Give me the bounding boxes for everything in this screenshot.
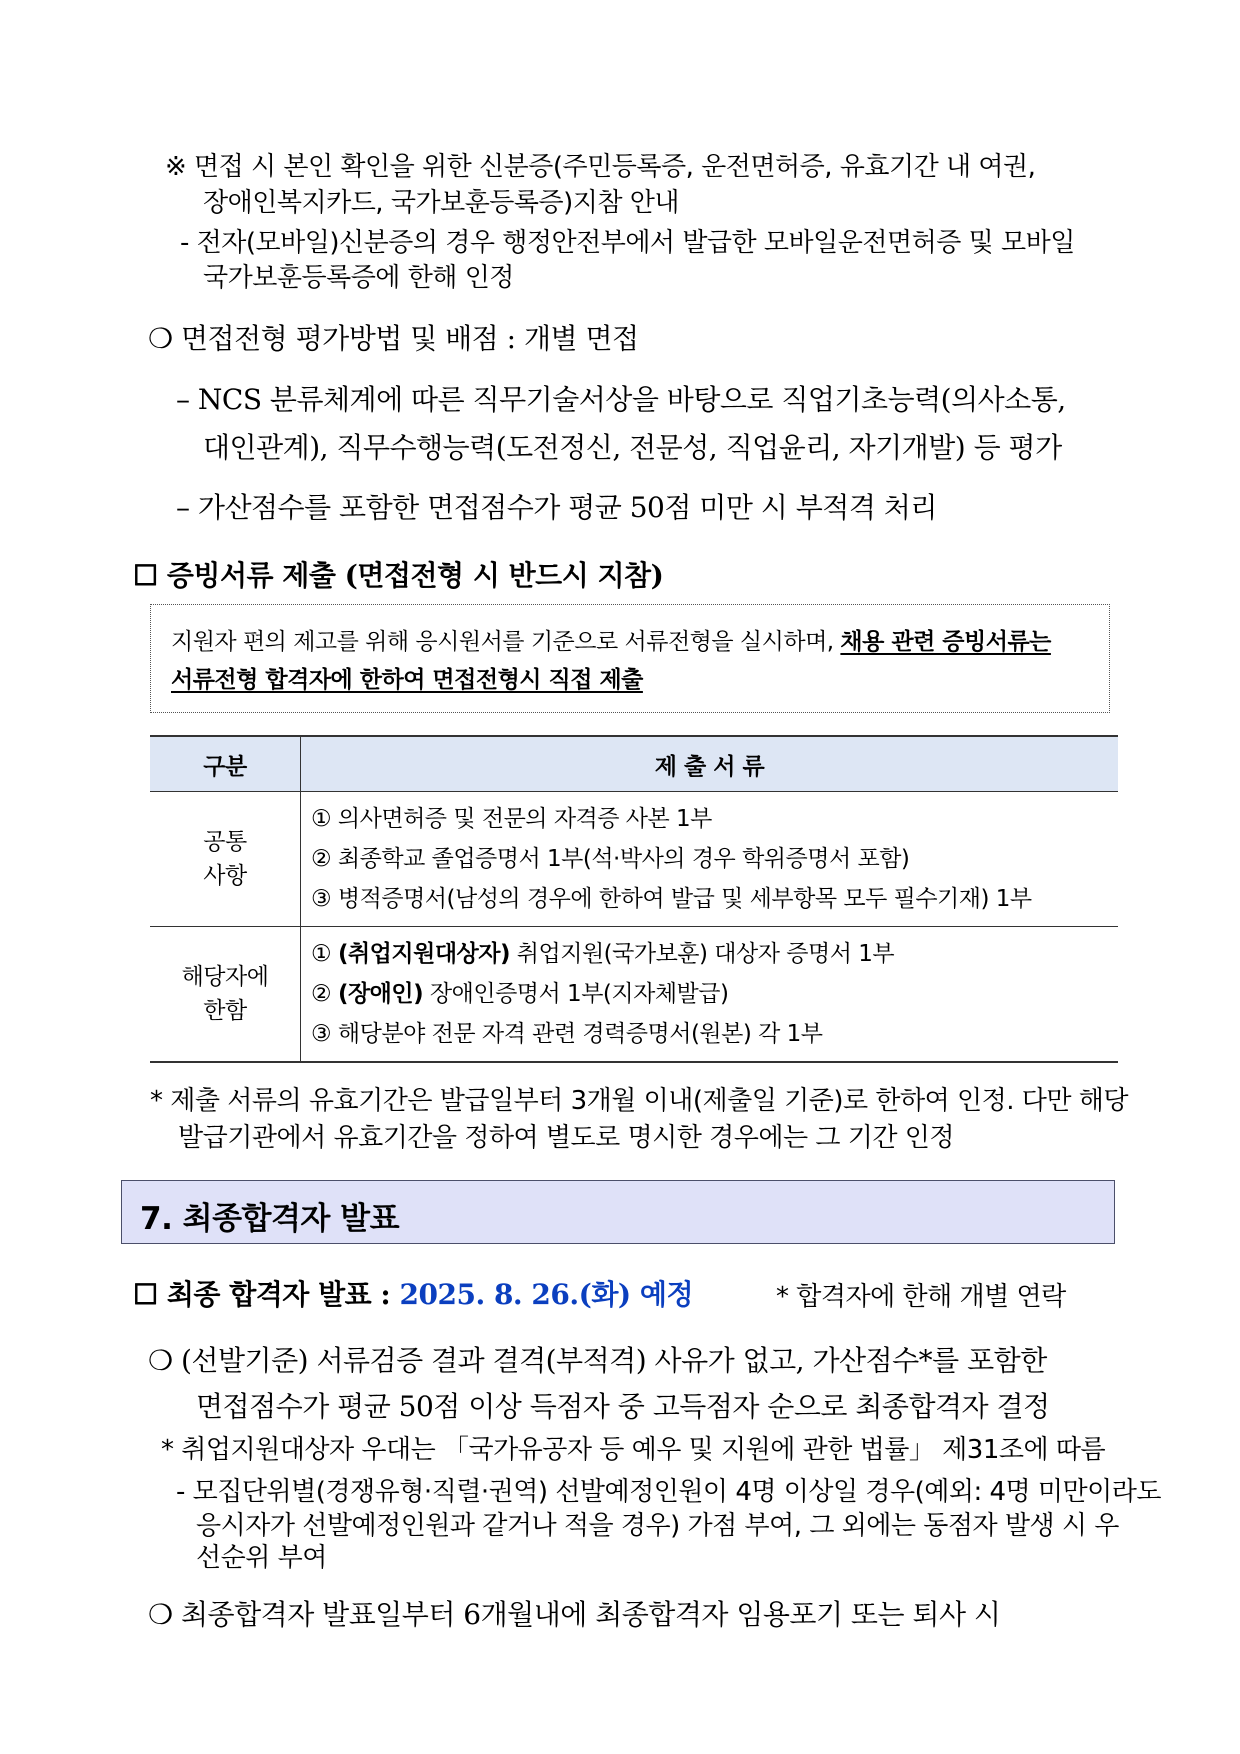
list-item: ① 의사면허증 및 전문의 자격증 사본 1부 [311, 806, 712, 832]
category-common [150, 792, 301, 927]
docs-info-line-1 [171, 623, 1051, 656]
list-item [311, 974, 1117, 1014]
id-notice-line-1: ※ 면접 시 본인 확인을 위한 신분증(주민등록증, 운전면허증, 유효기간 내 여권, [165, 152, 1036, 182]
category-common-l2: 사항 [203, 863, 247, 889]
mobile-id-line-1: - 전자(모바일)신분증의 경우 행정안전부에서 발급한 모바일운전면허증 및 모바일 [180, 228, 1075, 258]
item-number: ① [311, 941, 332, 967]
category-conditional-l2: 한함 [203, 998, 247, 1024]
category-conditional [150, 927, 301, 1063]
list-item: ③ 해당분야 전문 자격 관련 경력증명서(원본) 각 1부 [311, 1021, 823, 1047]
item-text: 취업지원(국가보훈) 대상자 증명서 1부 [510, 941, 895, 967]
table-header-docs: 제 출 서 류 [301, 736, 1119, 792]
common-items [301, 792, 1119, 927]
announce-note: * 합격자에 한해 개별 연락 [776, 1282, 1066, 1312]
unit-line-3: 선순위 부여 [196, 1543, 327, 1573]
table-header-row [150, 736, 1118, 792]
docs-table [150, 735, 1118, 1063]
item-text: 장애인증명서 1부(지자체발급) [423, 981, 729, 1007]
criteria-line-2: 면접점수가 평균 50점 이상 득점자 중 고득점자 순으로 최종합격자 결정 [196, 1390, 1050, 1423]
item-number: ② [311, 981, 332, 1007]
announce-label: ☐ 최종 합격자 발표 : [133, 1278, 400, 1311]
mobile-id-line-2: 국가보훈등록증에 한해 인정 [203, 263, 514, 293]
category-common-l1: 공통 [203, 829, 247, 855]
docs-info-bold-1: 채용 관련 증빙서류는 [840, 629, 1051, 655]
table-row [150, 792, 1118, 927]
docs-info-plain: 지원자 편의 제고를 위해 응시원서를 기준으로 서류전형을 실시하며, [171, 629, 841, 655]
docs-info-bold-2: 서류전형 합격자에 한하여 면접전형시 직접 제출 [171, 667, 643, 693]
unit-line-2: 응시자가 선발예정인원과 같거나 적을 경우) 가점 부여, 그 외에는 동점자 발생 시 우 [196, 1511, 1119, 1541]
interview-detail-1a: – NCS 분류체계에 따른 직무기술서상을 바탕으로 직업기초능력(의사소통, [176, 383, 1066, 416]
table-row [150, 927, 1118, 1063]
conditional-items [301, 927, 1119, 1063]
table-header-category: 구분 [150, 736, 301, 792]
item-bold: (장애인) [337, 981, 424, 1007]
interview-detail-1b: 대인관계), 직무수행능력(도전정신, 전문성, 직업윤리, 자기개발) 등 평가 [203, 431, 1062, 464]
last-line: ❍ 최종합격자 발표일부터 6개월내에 최종합격자 임용포기 또는 퇴사 시 [148, 1598, 1001, 1631]
final-announce [133, 1273, 693, 1313]
item-bold: (취업지원대상자) [337, 941, 510, 967]
interview-heading: ❍ 면접전형 평가방법 및 배점 : 개별 면접 [148, 322, 639, 355]
preference-note: * 취업지원대상자 우대는 「국가유공자 등 예우 및 지원에 관한 법률」 제31조에 따름 [161, 1435, 1106, 1465]
category-conditional-l1: 해당자에 [181, 964, 269, 990]
docs-info-box [150, 604, 1110, 713]
validity-note-1: * 제출 서류의 유효기간은 발급일부터 3개월 이내(제출일 기준)로 한하여 인정. 다만 해당 [150, 1086, 1128, 1116]
id-notice-line-2: 장애인복지카드, 국가보훈등록증)지참 안내 [203, 188, 680, 218]
criteria-line-1: ❍ (선발기준) 서류검증 결과 결격(부적격) 사유가 없고, 가산점수*를 포함한 [148, 1344, 1047, 1377]
interview-detail-2: – 가산점수를 포함한 면접점수가 평균 50점 미만 시 부적격 처리 [176, 491, 937, 524]
list-item: ② 최종학교 졸업증명서 1부(석·박사의 경우 학위증명서 포함) [311, 846, 910, 872]
announce-date: 2025. 8. 26.(화) 예정 [399, 1278, 694, 1311]
section-7-title: 7. 최종합격자 발표 [140, 1201, 400, 1237]
unit-line-1: - 모집단위별(경쟁유형·직렬·권역) 선발예정인원이 4명 이상일 경우(예외: 4명 미만이라도 [176, 1477, 1161, 1507]
validity-note-2: 발급기관에서 유효기간을 정하여 별도로 명시한 경우에는 그 기간 인정 [178, 1123, 954, 1153]
list-item: ③ 병적증명서(남성의 경우에 한하여 발급 및 세부항목 모두 필수기재) 1부 [311, 886, 1032, 912]
section-7-header [121, 1180, 1115, 1244]
docs-heading: ☐ 증빙서류 제출 (면접전형 시 반드시 지참) [133, 559, 664, 592]
list-item [311, 934, 1117, 974]
